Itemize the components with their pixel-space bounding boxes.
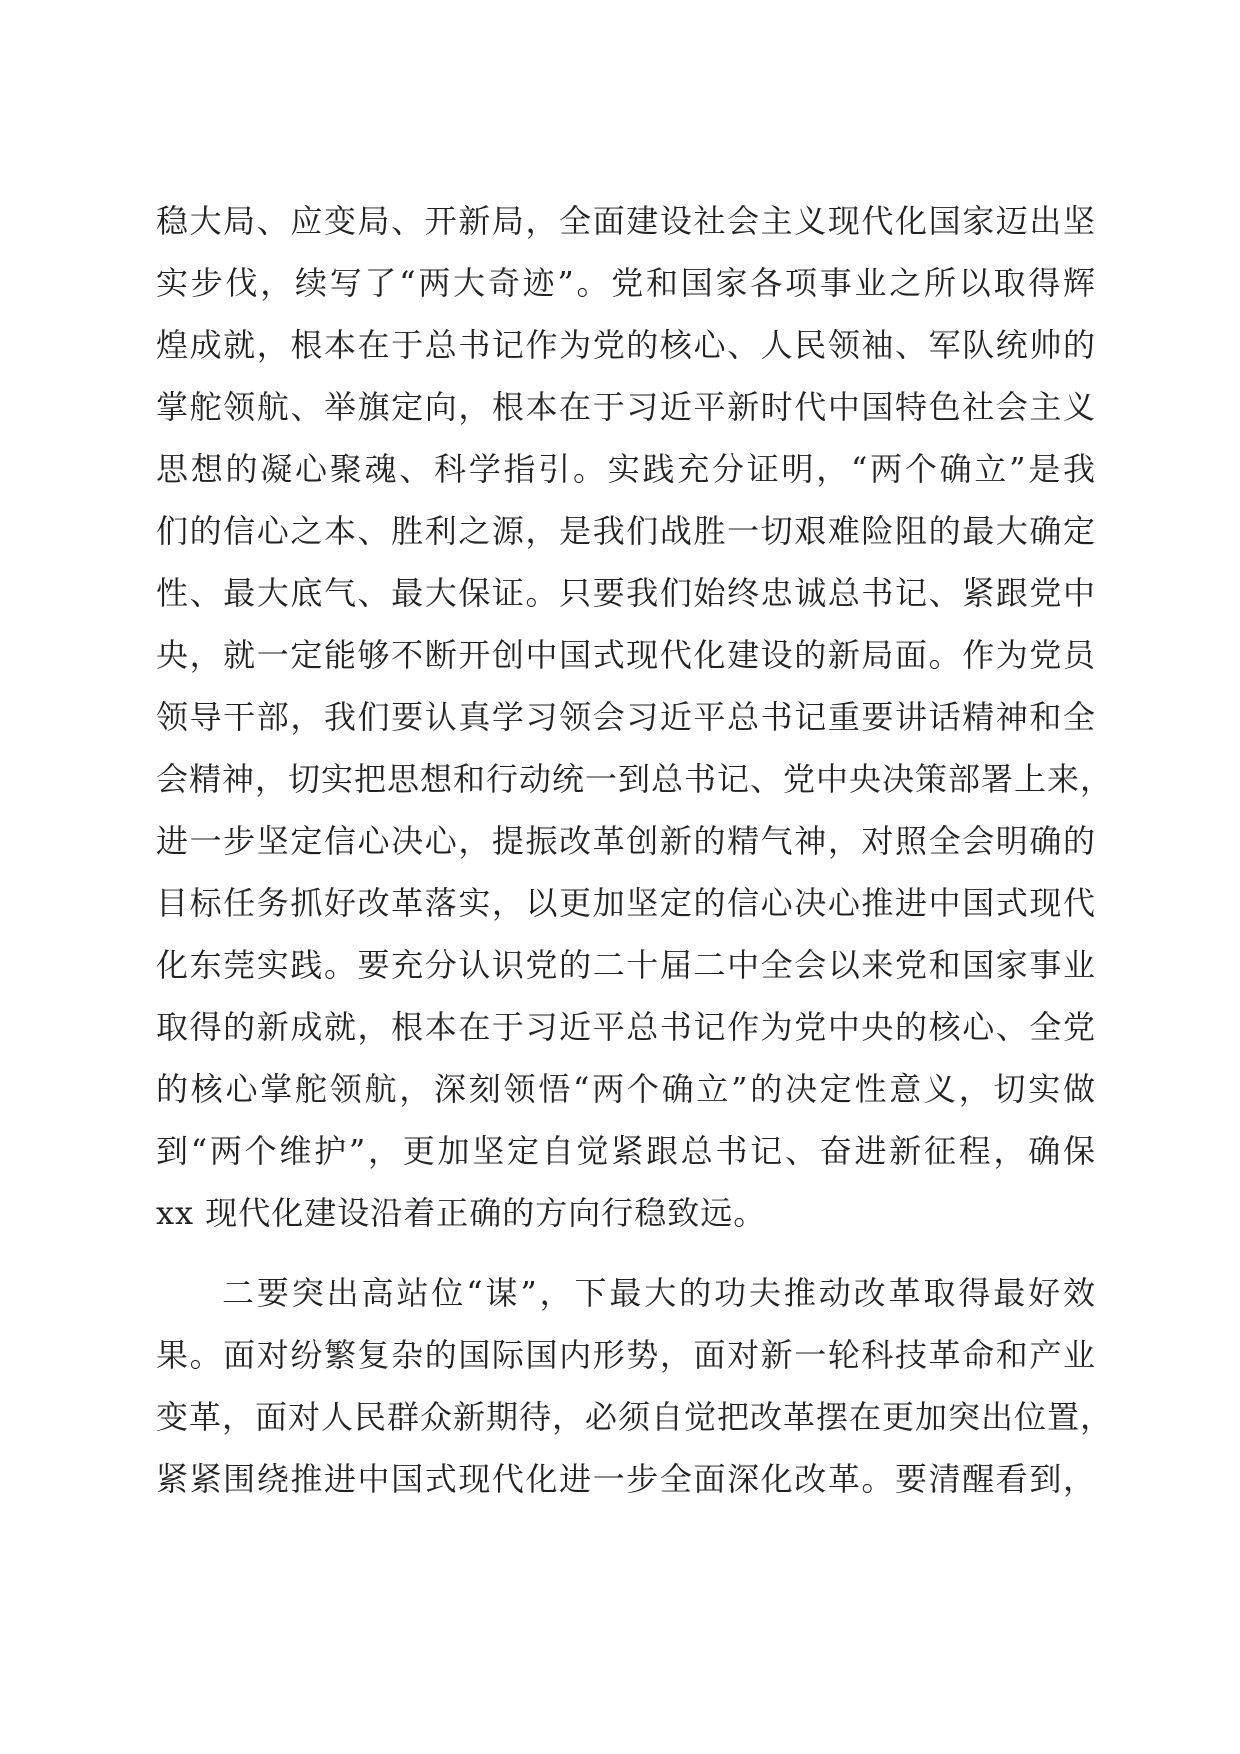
- text-line: xx 现代化建设沿着正确的方向行稳致远。: [156, 1194, 767, 1232]
- text-line: 目标任务抓好改革落实，以更加坚定的信心决心推进中国式现代: [156, 884, 1096, 922]
- text-line: 实步伐，续写了“两大奇迹”。党和国家各项事业之所以取得辉: [156, 264, 1096, 302]
- text-line: 们的信心之本、胜利之源，是我们战胜一切艰难险阻的最大确定: [156, 512, 1096, 550]
- text-line: 央，就一定能够不断开创中国式现代化建设的新局面。作为党员: [156, 636, 1096, 674]
- text-line: 果。面对纷繁复杂的国际国内形势，面对新一轮科技革命和产业: [156, 1336, 1096, 1374]
- text-line: 会精神，切实把思想和行动统一到总书记、党中央决策部署上来，: [156, 760, 1114, 798]
- text-line: 取得的新成就，根本在于习近平总书记作为党中央的核心、全党: [156, 1008, 1096, 1046]
- text-line: 化东莞实践。要充分认识党的二十届二中全会以来党和国家事业: [156, 946, 1096, 984]
- text-line: 煌成就，根本在于总书记作为党的核心、人民领袖、军队统帅的: [156, 326, 1096, 364]
- text-line: 性、最大底气、最大保证。只要我们始终忠诚总书记、紧跟党中: [156, 574, 1096, 612]
- text-line: 领导干部，我们要认真学习领会习近平总书记重要讲话精神和全: [156, 698, 1096, 736]
- text-line: 变革，面对人民群众新期待，必须自觉把改革摆在更加突出位置，: [156, 1398, 1114, 1436]
- paragraph-1: [156, 190, 1114, 1244]
- text-line: 稳大局、应变局、开新局，全面建设社会主义现代化国家迈出坚: [156, 202, 1096, 240]
- text-line: 掌舵领航、举旗定向，根本在于习近平新时代中国特色社会主义: [156, 388, 1096, 426]
- text-line: 二要突出高站位“谋”，下最大的功夫推动改革取得最好效: [222, 1274, 1096, 1312]
- paragraph-gap: [156, 1244, 1096, 1262]
- text-line: 思想的凝心聚魂、科学指引。实践充分证明，“两个确立”是我: [156, 450, 1096, 488]
- text-line: 进一步坚定信心决心，提振改革创新的精气神，对照全会明确的: [156, 822, 1096, 860]
- paragraph-2: [156, 1262, 1114, 1510]
- text-line: 到“两个维护”，更加坚定自觉紧跟总书记、奋进新征程，确保: [156, 1132, 1096, 1170]
- body-text: [156, 190, 1114, 1510]
- text-line: 的核心掌舵领航，深刻领悟“两个确立”的决定性意义，切实做: [156, 1070, 1096, 1108]
- text-line: 紧紧围绕推进中国式现代化进一步全面深化改革。要清醒看到，: [156, 1460, 1096, 1498]
